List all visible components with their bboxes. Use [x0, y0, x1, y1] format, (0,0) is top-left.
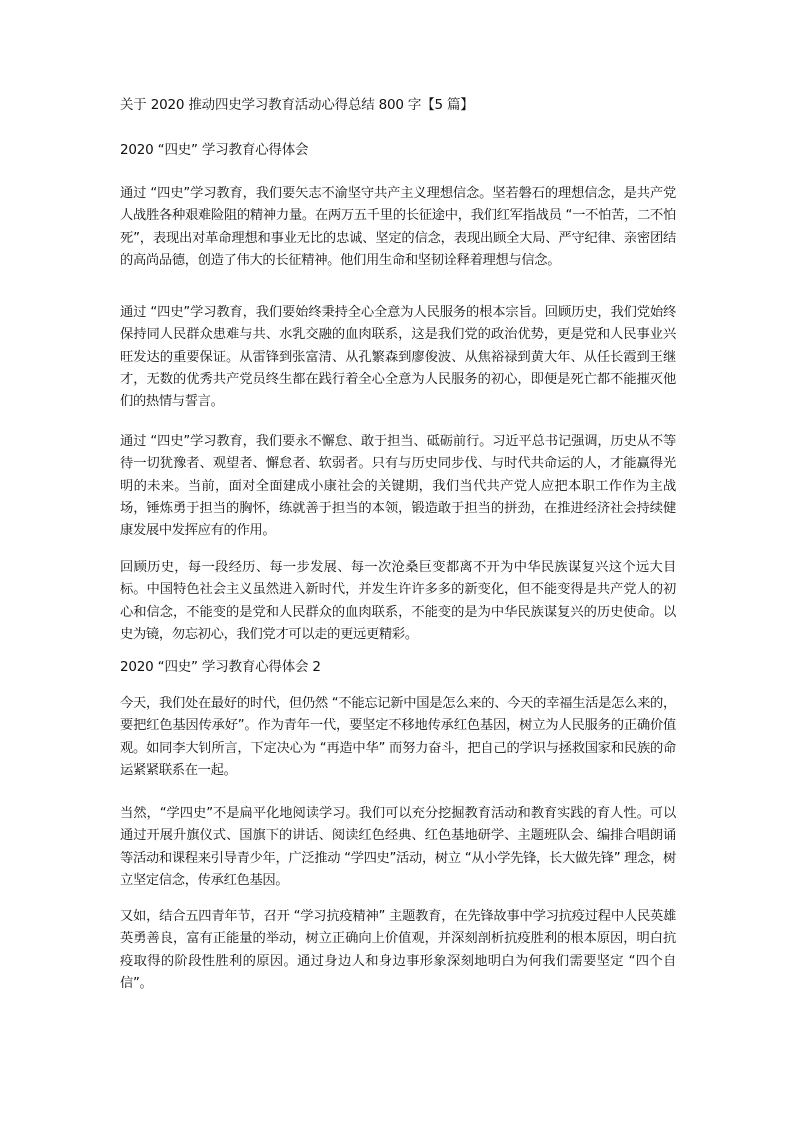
- section-2-paragraph-2: 当然，“学四史”不是扁平化地阅读学习。我们可以充分挖掘教育活动和教育实践的育人性。可以通过开展升旗仪式、国旗下的讲话、阅读红色经典、红色基地研学、主题班队会、编排合唱朗诵等活动和课程来引导青少年，广泛推动 “学四史”活动，树立 “从小学先锋，长大做先锋” 理念，树立坚定信念，传承红色基因。: [120, 806, 676, 888]
- section-heading-2: 2020 “四史” 学习教育心得体会 2: [120, 659, 321, 675]
- section-heading-1: 2020 “四史” 学习教育心得体会: [120, 142, 309, 158]
- document-title: 关于 2020 推动四史学习教育活动心得总结 800 字【5 篇】: [120, 97, 474, 113]
- section-1-paragraph-2: 通过 “四史”学习教育，我们要始终秉持全心全意为人民服务的根本宗旨。回顾历史，我们党始终保持同人民群众患难与共、水乳交融的血肉联系，这是我们党的政治优势，更是党和人民事业兴旺发达的重要保证。从雷锋到张富清、从孔繁森到廖俊波、从焦裕禄到黄大年、从任长霞到王继才，无数的优秀共产党员终生都在践行着全心全意为人民服务的初心，即便是死亡都不能摧灭他们的热情与誓言。: [120, 305, 676, 410]
- section-2-paragraph-3: 又如，结合五四青年节，召开 “学习抗疫精神” 主题教育，在先锋故事中学习抗疫过程中人民英雄英勇善良，富有正能量的举动，树立正确向上价值观，并深刻剖析抗疫胜利的根本原因，明白抗疫取得的阶段性胜利的原因。通过身边人和身边事形象深刻地明白为何我们需要坚定 “四个自信”。: [120, 909, 676, 991]
- section-1-paragraph-1: 通过 “四史”学习教育，我们要矢志不渝坚守共产主义理想信念。坚若磐石的理想信念，是共产党人战胜各种艰难险阻的精神力量。在两万五千里的长征途中，我们红军指战员 “一不怕苦，二不怕死”，表现出对革命理想和事业无比的忠诚、坚定的信念，表现出顾全大局、严守纪律、亲密团结的高尚品德，创造了伟大的长征精神。他们用生命和坚韧诠释着理想与信念。: [120, 186, 676, 268]
- section-1-paragraph-4: 回顾历史，每一段经历、每一步发展、每一次沧桑巨变都离不开为中华民族谋复兴这个远大目标。中国特色社会主义虽然进入新时代，并发生许许多多的新变化，但不能变得是共产党人的初心和信念，不能变的是党和人民群众的血肉联系，不能变的是为中华民族谋复兴的历史使命。以史为镜，勿忘初心，我们党才可以走的更远更精彩。: [120, 560, 676, 642]
- section-1-paragraph-3: 通过 “四史”学习教育，我们要永不懈怠、敢于担当、砥砺前行。习近平总书记强调，历史从不等待一切犹豫者、观望者、懈怠者、软弱者。只有与历史同步伐、与时代共命运的人，才能赢得光明的未来。当前，面对全面建成小康社会的关键期，我们当代共产党人应把本职工作作为主战场，锤炼勇于担当的胸怀，练就善于担当的本领，锻造敢于担当的拼劲，在推进经济社会持续健康发展中发挥应有的作用。: [120, 434, 676, 539]
- section-2-paragraph-1: 今天，我们处在最好的时代，但仍然 “不能忘记新中国是怎么来的、今天的幸福生活是怎么来的，要把红色基因传承好”。作为青年一代，要坚定不移地传承红色基因，树立为人民服务的正确价值观。如同李大钊所言，下定决心为 “再造中华” 而努力奋斗，把自己的学识与拯救国家和民族的命运紧紧联系在一起。: [120, 696, 676, 778]
